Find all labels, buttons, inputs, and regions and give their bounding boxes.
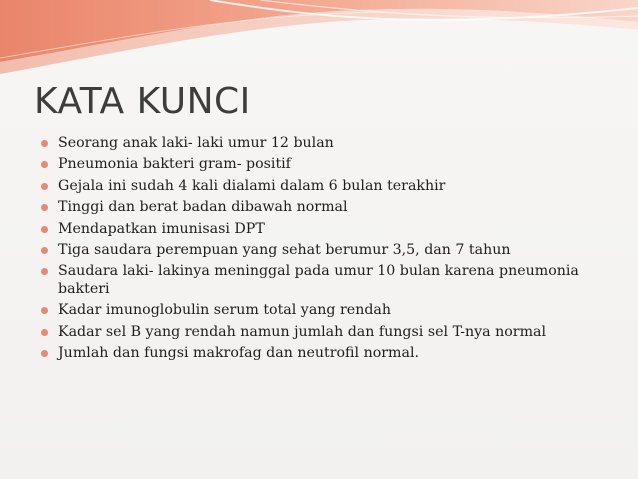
- bullet-item: [40, 242, 610, 260]
- bullet-item: [40, 324, 610, 342]
- bullet-text: Kadar imunoglobulin serum total yang rendah: [58, 302, 392, 319]
- bullet-text: Tiga saudara perempuan yang sehat berumur 3,5, dan 7 tahun: [58, 241, 511, 258]
- bullet-dot-icon: [41, 204, 48, 211]
- bullet-item: [40, 156, 610, 174]
- bullet-dot-icon: [41, 161, 48, 168]
- bullet-item: [40, 345, 610, 363]
- slide-content: [40, 135, 610, 367]
- bullet-text: Gejala ini sudah 4 kali dialami dalam 6 bulan terakhir: [58, 177, 446, 194]
- header-wave-decoration: [0, 0, 638, 80]
- bullet-text: Saudara laki- lakinya meninggal pada umur 10 bulan karena pneumonia bakteri: [58, 263, 579, 297]
- bullet-item: [40, 199, 610, 217]
- bullet-item: [40, 221, 610, 239]
- bullet-list: [40, 135, 610, 363]
- bullet-item: [40, 135, 610, 153]
- bullet-dot-icon: [41, 350, 48, 357]
- bullet-text: Pneumonia bakteri gram- positif: [58, 156, 291, 173]
- bullet-dot-icon: [41, 307, 48, 314]
- slide-title: KATA KUNCI: [34, 81, 251, 122]
- bullet-dot-icon: [41, 183, 48, 190]
- bullet-dot-icon: [41, 226, 48, 233]
- bullet-dot-icon: [41, 140, 48, 147]
- bullet-dot-icon: [41, 329, 48, 336]
- bullet-dot-icon: [41, 268, 48, 275]
- bullet-text: Seorang anak laki- laki umur 12 bulan: [58, 135, 334, 151]
- bullet-text: Mendapatkan imunisasi DPT: [58, 220, 265, 237]
- bullet-item: [40, 263, 610, 298]
- bullet-item: [40, 302, 610, 320]
- bullet-item: [40, 178, 610, 196]
- bullet-text: Kadar sel B yang rendah namun jumlah dan fungsi sel T-nya normal: [58, 323, 547, 340]
- bullet-text: Tinggi dan berat badan dibawah normal: [58, 199, 348, 216]
- bullet-dot-icon: [41, 247, 48, 254]
- bullet-text: Jumlah dan fungsi makrofag dan neutrofil normal.: [58, 345, 419, 362]
